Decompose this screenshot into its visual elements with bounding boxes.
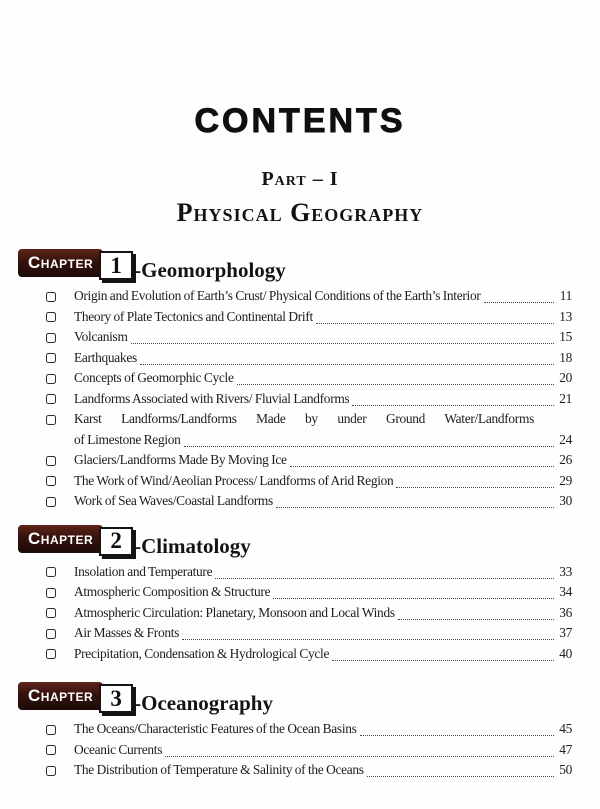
chapter-heading <box>18 678 572 714</box>
page-number: 50 <box>559 762 572 777</box>
dot-leader <box>367 776 554 777</box>
toc-entry <box>46 760 572 781</box>
page-number: 36 <box>559 604 572 620</box>
chapter-name-text: Oceanography <box>141 691 273 715</box>
dot-leader <box>276 507 554 508</box>
chapter-name-text: Climatology <box>141 533 251 558</box>
checkbox-bullet-icon <box>46 292 56 302</box>
dot-leader <box>237 384 554 385</box>
toc-entry-line <box>74 471 572 492</box>
toc-entry <box>46 471 572 492</box>
chapter-label: Chapter <box>18 525 103 553</box>
toc-entry <box>46 491 572 512</box>
checkbox-bullet-icon <box>46 476 56 486</box>
dot-leader <box>140 364 554 365</box>
checkbox-bullet-icon <box>46 649 56 659</box>
toc-entry <box>46 562 572 583</box>
toc-entry-line <box>74 760 572 781</box>
page-number: 47 <box>559 741 572 757</box>
toc-entry-title: of Limestone Region <box>74 431 181 447</box>
toc-entry <box>46 368 572 389</box>
page-number: 11 <box>559 288 572 303</box>
toc-entry-line <box>74 562 572 583</box>
chapter-name <box>134 691 273 716</box>
checkbox-bullet-icon <box>46 415 56 425</box>
toc-entry-title: Atmospheric Composition & Structure <box>74 584 271 599</box>
toc-entry <box>46 719 572 740</box>
dot-leader <box>165 756 554 757</box>
checkbox-bullet-icon <box>46 588 56 598</box>
dot-leader <box>184 446 554 447</box>
chapter-heading <box>18 245 572 281</box>
checkbox-bullet-icon <box>46 567 56 577</box>
page-number: 37 <box>559 625 572 640</box>
toc-entry-title: Air Masses & Fronts <box>74 625 180 640</box>
toc-entry <box>46 327 572 348</box>
checkbox-bullet-icon <box>46 608 56 618</box>
checkbox-bullet-icon <box>46 374 56 384</box>
toc-entry-title: Theory of Plate Tectonics and Continental Drift <box>74 308 313 324</box>
chapter-name <box>134 258 286 283</box>
toc-entry-line <box>74 348 572 369</box>
toc-entry <box>46 286 572 307</box>
toc-entry-title: Volcanism <box>74 329 128 344</box>
page-number: 21 <box>559 390 572 406</box>
toc-entry-title: Earthquakes <box>74 349 137 365</box>
dot-leader <box>215 578 554 579</box>
dot-leader <box>332 660 554 661</box>
checkbox-bullet-icon <box>46 394 56 404</box>
toc-entry-title: The Distribution of Temperature & Salinity of the Oceans <box>74 762 364 777</box>
chapter-badge <box>18 249 133 281</box>
toc-entry-title: Concepts of Geomorphic Cycle <box>74 370 234 385</box>
toc-entry-line <box>74 623 572 644</box>
chapter-name <box>134 534 251 559</box>
page-number: 20 <box>559 370 572 385</box>
toc-entry <box>46 348 572 369</box>
checkbox-bullet-icon <box>46 497 56 507</box>
page-title: CONTENTS <box>194 102 406 140</box>
chapter-section <box>18 245 572 512</box>
toc-entry-line1: Karst Landforms/Landforms Made by under Ground Water/Landforms <box>74 411 534 426</box>
chapter-number: 1 <box>99 251 133 280</box>
toc-entry <box>46 409 572 450</box>
checkbox-bullet-icon <box>46 456 56 466</box>
chapter-entry-list <box>18 562 572 665</box>
toc-entry <box>46 603 572 624</box>
chapter-heading <box>18 521 572 557</box>
page-number: 13 <box>559 308 572 324</box>
toc-entry-title: Landforms Associated with Rivers/ Fluvial Landforms <box>74 390 350 406</box>
toc-entry-line <box>74 307 572 328</box>
chapter-name-separator: - <box>134 533 142 558</box>
toc-entry-line <box>74 719 572 740</box>
toc-entry-line <box>74 491 572 512</box>
dot-leader <box>290 466 554 467</box>
chapter-number: 3 <box>99 684 133 713</box>
toc-entry-title: Atmospheric Circulation: Planetary, Monsoon and Local Winds <box>74 604 395 620</box>
chapter-name-separator: - <box>134 258 142 282</box>
chapter-entry-list <box>18 719 572 781</box>
checkbox-bullet-icon <box>46 766 56 776</box>
part-title: Physical Geography <box>176 198 424 227</box>
chapter-label: Chapter <box>18 682 103 710</box>
dot-leader <box>273 598 554 599</box>
chapter-badge <box>18 525 133 557</box>
chapter-name-separator: - <box>134 691 142 715</box>
toc-entry-line <box>74 582 572 603</box>
page-number: 24 <box>559 431 572 447</box>
checkbox-bullet-icon <box>46 333 56 343</box>
chapter-entry-list <box>18 286 572 512</box>
toc-entry <box>46 307 572 328</box>
toc-entry-title: Glaciers/Landforms Made By Moving Ice <box>74 452 287 467</box>
toc-entry-title: Insolation and Temperature <box>74 563 213 579</box>
toc-entry <box>46 623 572 644</box>
dot-leader <box>398 619 554 620</box>
dot-leader <box>352 405 554 406</box>
dot-leader <box>131 343 554 344</box>
toc-entry-line2 <box>74 430 572 451</box>
chapter-section <box>18 678 572 781</box>
toc-entry <box>46 450 572 471</box>
toc-entry <box>46 644 572 665</box>
checkbox-bullet-icon <box>46 353 56 363</box>
dot-leader <box>316 323 554 324</box>
page-number: 33 <box>559 563 572 579</box>
chapter-label: Chapter <box>18 249 103 277</box>
dot-leader <box>396 487 554 488</box>
toc-entry <box>46 740 572 761</box>
part-heading: Part – I <box>261 168 339 190</box>
toc-entry <box>46 582 572 603</box>
checkbox-bullet-icon <box>46 725 56 735</box>
page-number: 40 <box>559 645 572 661</box>
toc-entry-title: Precipitation, Condensation & Hydrological Cycle <box>74 645 330 661</box>
checkbox-bullet-icon <box>46 312 56 322</box>
toc-entry-title: The Work of Wind/Aeolian Process/ Landforms of Arid Region <box>74 472 394 488</box>
toc-entry-line <box>74 644 572 665</box>
toc-entry-title: Origin and Evolution of Earth’s Crust/ Physical Conditions of the Earth’s Interior <box>74 288 481 303</box>
toc-entry-line <box>74 450 572 471</box>
toc-entry-line <box>74 740 572 761</box>
toc-entry-line <box>74 389 572 410</box>
dot-leader <box>360 735 554 736</box>
dot-leader <box>484 302 554 303</box>
page-number: 30 <box>559 493 572 508</box>
toc-entry-title: Work of Sea Waves/Coastal Landforms <box>74 493 273 508</box>
chapter-section <box>18 521 572 665</box>
page-number: 34 <box>559 584 572 599</box>
chapters-container <box>0 245 600 781</box>
toc-entry-line <box>74 603 572 624</box>
checkbox-bullet-icon <box>46 629 56 639</box>
toc-entry-line <box>74 368 572 389</box>
toc-entry <box>46 389 572 410</box>
checkbox-bullet-icon <box>46 745 56 755</box>
page-number: 26 <box>559 452 572 467</box>
chapter-badge <box>18 682 133 714</box>
page-number: 18 <box>559 349 572 365</box>
toc-entry-title: The Oceans/Characteristic Features of the Ocean Basins <box>74 721 357 736</box>
dot-leader <box>182 639 554 640</box>
page-number: 29 <box>559 472 572 488</box>
page-number: 15 <box>559 329 572 344</box>
chapter-number: 2 <box>99 527 133 556</box>
page-number: 45 <box>559 721 572 736</box>
toc-entry-line <box>74 286 572 307</box>
toc-entry-title: Oceanic Currents <box>74 741 163 757</box>
toc-entry-line <box>74 327 572 348</box>
chapter-name-text: Geomorphology <box>141 258 286 282</box>
